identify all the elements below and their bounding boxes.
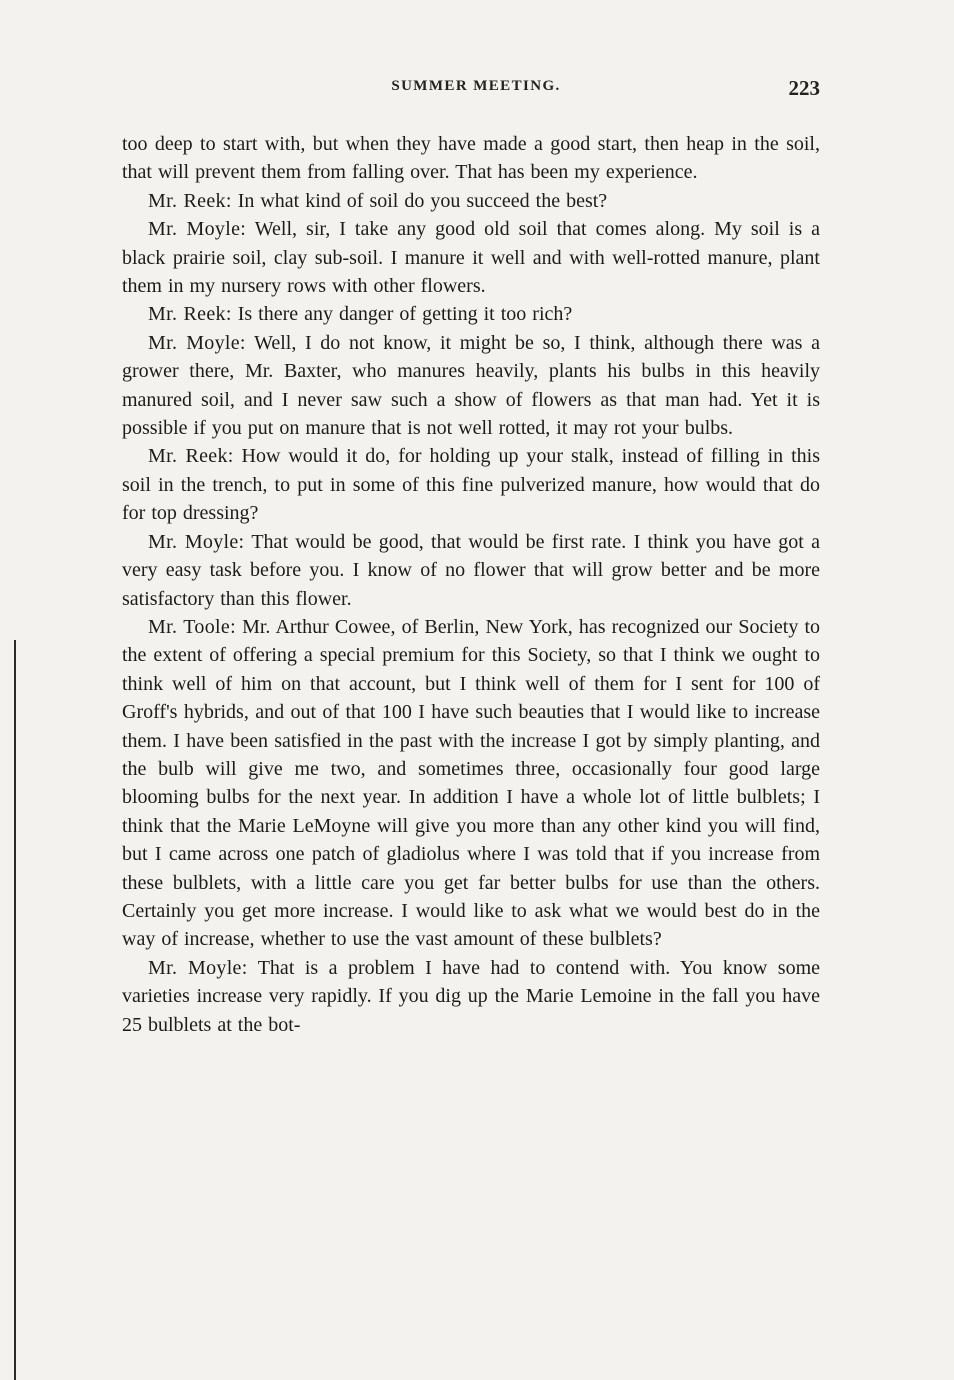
paragraph-text: Mr. Arthur Cowee, of Berlin, New York, has recognized our Society to the extent of offering a special premium for this Society, so that I think we ought to think well of him on that account, but I think well of them for I sent for 100 of Groff's hybrids, and out of that 100 I have such beauties that I would like to increase them. I have been satisfied in the past with the increase I got by simply planting, and the bulb will give me two, and sometimes three, occasionally four good large blooming bulbs for the next year. In addition I have a whole lot of little bulblets; I think that the Marie LeMoyne will give you more than any other kind you will find, but I came across one patch of gladiolus where I was told that if you increase from these bulblets, with a little care you get far better bulbs for use than the others. Certainly you get more increase. I would like to ask what we would best do in the way of increase, whether to use the vast amount of these bulblets?	[122, 615, 821, 951]
speaker-label: Mr. Moyle:	[148, 956, 248, 979]
speaker-label: Mr. Moyle:	[148, 331, 246, 354]
paragraph-text: Well, sir, I take any good old soil that comes along. My soil is a black prairie soil, clay sub-soil. I manure it well and with well-rotted manure, plant them in my nursery rows with other flowers.	[122, 218, 821, 298]
page-edge-shadow	[14, 640, 16, 1380]
speaker-label: Mr. Reek:	[148, 445, 234, 468]
paragraph	[122, 215, 820, 300]
speaker-label: Mr. Reek:	[148, 303, 232, 326]
page-number: 223	[788, 76, 820, 100]
speaker-label: Mr. Moyle:	[148, 218, 247, 241]
paragraph-text: In what kind of soil do you succeed the best?	[237, 189, 608, 212]
paragraph-text: too deep to start with, but when they have made a good start, then heap in the soil, that will prevent them from falling over. That has been my experience.	[122, 133, 820, 184]
paragraph-text: That would be good, that would be first rate. I think you have got a very easy task before you. I know of no flower that will grow better and be more satisfactory than this flower.	[122, 530, 820, 610]
speaker-label: Mr. Toole:	[148, 615, 236, 638]
paragraph	[122, 329, 820, 443]
paragraph-text: How would it do, for holding up your stalk, instead of filling in this soil in the trench, to put in some of this fine pulverized manure, how would that do for top dressing?	[122, 445, 820, 525]
paragraph-text: That is a problem I have had to contend with. You know some varieties increase very rapidly. If you dig up the Marie Lemoine in the fall you have 25 bulblets at the bot-	[122, 956, 821, 1036]
paragraph	[122, 130, 820, 187]
paragraph	[122, 300, 820, 328]
paragraph	[122, 954, 820, 1039]
running-head: SUMMER MEETING.	[391, 78, 561, 94]
paragraph-text: Is there any danger of getting it too rich?	[237, 303, 573, 326]
paragraph	[122, 187, 820, 215]
body-text	[122, 130, 820, 1039]
paragraph	[122, 442, 820, 527]
speaker-label: Mr. Moyle:	[148, 530, 245, 553]
paragraph-text: Well, I do not know, it might be so, I think, although there was a grower there, Mr. Baxter, who manures heavily, plants his bulbs in this heavily manured soil, and I never saw such a show of flowers as that man had. Yet it is possible if you put on manure that is not well rotted, it may rot your bulbs.	[122, 331, 820, 440]
paragraph	[122, 613, 820, 954]
speaker-label: Mr. Reek:	[148, 189, 232, 212]
paragraph	[122, 528, 820, 613]
page-header	[120, 76, 832, 106]
